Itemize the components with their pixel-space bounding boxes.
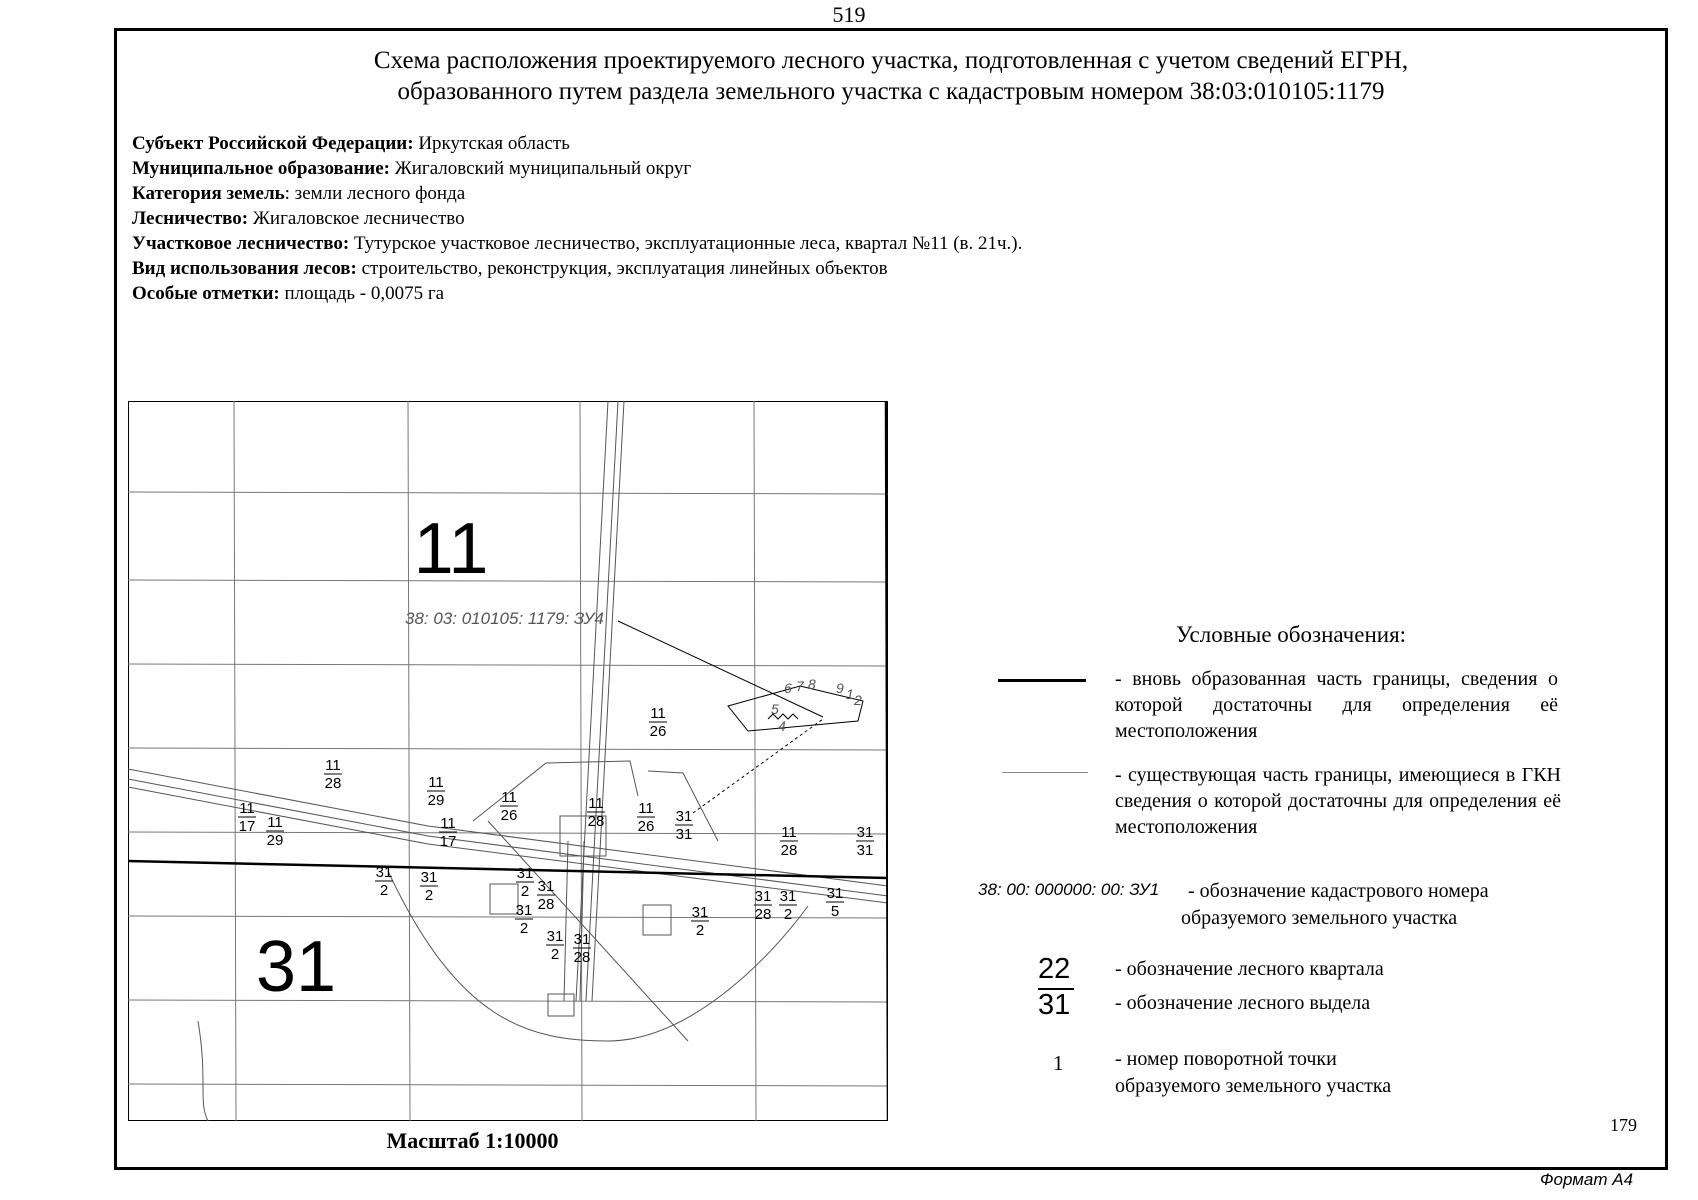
legend-quarter-text: - обозначение лесного квартала (1115, 958, 1384, 980)
vydel-number: 2 (783, 906, 793, 923)
turning-point-number: 6 (784, 680, 792, 696)
legend-vydel-text: - обозначение лесного выдела (1115, 992, 1371, 1014)
info-district-forestry-value: Тутурское участковое лесничество, эксплуатационные леса, квартал №11 (в. 21ч.). (349, 233, 1023, 254)
vydel-fraction-label (324, 757, 342, 792)
info-forestry (132, 206, 465, 231)
legend-quarter-sample: 22 (1038, 953, 1071, 985)
info-forestry-label: Лесничество: (132, 208, 249, 229)
info-land-category (132, 181, 465, 206)
vydel-quarter-number: 11 (239, 800, 255, 817)
legend-vydel-sample: 31 (1038, 989, 1071, 1021)
vydel-fraction-label (856, 824, 874, 859)
info-forest-use (132, 256, 888, 281)
info-land-category-label: Категория земель (132, 183, 285, 204)
sheet-number: 179 (1610, 1115, 1637, 1135)
vydel-quarter-number: 31 (856, 824, 874, 841)
legend-cadastral-sample: 38: 00: 000000: 00: ЗУ1 (978, 880, 1160, 899)
vydel-quarter-number: 31 (675, 808, 693, 825)
vydel-quarter-number: 31 (826, 885, 844, 902)
vydel-fraction-label (573, 931, 591, 966)
vydel-fraction-label (649, 705, 667, 740)
vydel-fraction-label (266, 814, 284, 849)
vydel-fraction-label (238, 800, 256, 835)
turning-point-number: 1 (846, 686, 854, 702)
turning-point-number: 9 (836, 680, 844, 696)
vydel-number: 26 (649, 723, 667, 740)
vydel-quarter-number: 11 (588, 795, 604, 812)
info-subject (132, 131, 570, 156)
legend-new-boundary-text: - вновь образованная часть границы, сведения о которой достаточны для определения её местоположения (1115, 668, 1558, 742)
vydel-number: 26 (637, 818, 655, 835)
vydel-quarter-number: 31 (516, 865, 534, 882)
vydel-number: 29 (427, 792, 445, 809)
vydel-number: 31 (675, 826, 693, 843)
title-line-2: образованного путем раздела земельного участка с кадастровым номером 38:03:010105:1179 (397, 78, 1385, 105)
info-special-notes-label: Особые отметки: (132, 283, 280, 304)
vydel-quarter-number: 31 (691, 904, 709, 921)
title-line-1: Схема расположения проектируемого лесного участка, подготовленная с учетом сведений ЕГРН, (373, 47, 1409, 74)
vydel-number: 28 (324, 775, 342, 792)
vydel-number: 26 (500, 807, 518, 824)
turning-point-number: 4 (778, 718, 786, 734)
info-municipality-value: Жигаловский муниципальный округ (389, 158, 692, 179)
legend-point-sample: 1 (1053, 1051, 1064, 1075)
paper-format-label: Формат А4 (1540, 1170, 1634, 1189)
page-number: 519 (832, 2, 866, 27)
vydel-quarter-number: 11 (638, 800, 654, 817)
vydel-number: 2 (424, 887, 434, 904)
vydel-number: 28 (537, 896, 555, 913)
vydel-fraction-label (675, 808, 693, 843)
turning-point-number: 7 (796, 678, 804, 694)
vydel-fraction-label (637, 800, 655, 835)
legend-existing-boundary-text: - существующая часть границы, имеющиеся в ГКН сведения о которой достаточны для определения её местоположения (1115, 764, 1561, 838)
forest-plot-map (128, 401, 888, 1121)
info-special-notes (132, 281, 444, 306)
vydel-number: 17 (238, 818, 256, 835)
vydel-quarter-number: 31 (779, 888, 797, 905)
info-district-forestry (132, 231, 1022, 256)
vydel-fraction-label (500, 789, 518, 824)
vydel-number: 28 (573, 949, 591, 966)
vydel-quarter-number: 11 (501, 789, 517, 806)
scale-label: Масштаб 1:10000 (386, 1128, 559, 1153)
vydel-number: 29 (266, 832, 284, 849)
vydel-quarter-number: 11 (428, 774, 444, 791)
vydel-number: 5 (830, 903, 840, 920)
info-forest-use-value: строительство, реконструкция, эксплуатация линейных объектов (356, 258, 888, 279)
info-subject-value: Иркутская область (413, 133, 570, 154)
legend-point-text-1: - номер поворотной точки (1115, 1048, 1337, 1070)
vydel-number: 28 (587, 813, 605, 830)
vydel-fraction-label (427, 774, 445, 809)
vydel-number: 31 (856, 842, 874, 859)
info-municipality (132, 156, 691, 181)
vydel-number: 28 (754, 906, 772, 923)
vydel-fraction-label (537, 878, 555, 913)
info-forestry-value: Жигаловское лесничество (248, 208, 465, 229)
vydel-quarter-number: 31 (573, 931, 591, 948)
vydel-number: 2 (550, 946, 560, 963)
info-district-forestry-label: Участковое лесничество: (132, 233, 350, 254)
legend-cadastral-text-1: - обозначение кадастрового номера (1188, 880, 1489, 902)
vydel-fraction-label (780, 824, 798, 859)
quarter-label-31: 31 (255, 927, 337, 1007)
info-forest-use-label: Вид использования лесов: (132, 258, 357, 279)
turning-point-number: 5 (771, 701, 779, 717)
vydel-number: 17 (439, 833, 457, 850)
vydel-quarter-number: 31 (420, 869, 438, 886)
vydel-quarter-number: 31 (515, 902, 533, 919)
vydel-quarter-number: 11 (440, 815, 456, 832)
info-municipality-label: Муниципальное образование: (132, 158, 390, 179)
vydel-fraction-label (439, 815, 457, 850)
info-subject-label: Субъект Российской Федерации: (132, 133, 414, 154)
turning-point-number: 2 (854, 692, 862, 708)
legend-title: Условные обозначения: (1176, 622, 1407, 647)
quarter-label-11: 11 (413, 509, 489, 589)
vydel-number: 28 (780, 842, 798, 859)
vydel-number: 2 (519, 920, 529, 937)
vydel-quarter-number: 31 (546, 928, 564, 945)
vydel-quarter-number: 11 (650, 705, 666, 722)
map-border (129, 402, 888, 1121)
vydel-number: 2 (379, 882, 389, 899)
vydel-quarter-number: 11 (267, 814, 283, 831)
legend-point-text-2: образуемого земельного участка (1115, 1075, 1392, 1097)
vydel-number: 2 (520, 883, 530, 900)
cadastral-number-label: 38: 03: 010105: 1179: ЗУ4 (405, 609, 604, 628)
vydel-quarter-number: 31 (754, 888, 772, 905)
info-special-notes-value: площадь - 0,0075 га (279, 283, 445, 304)
vydel-number: 2 (695, 922, 705, 939)
vydel-quarter-number: 11 (325, 757, 341, 774)
legend-cadastral-text-2: образуемого земельного участка (1181, 907, 1458, 929)
vydel-quarter-number: 31 (375, 864, 393, 881)
vydel-fraction-label (754, 888, 772, 923)
info-land-category-value: : земли лесного фонда (284, 183, 466, 204)
legend-new-boundary-line (998, 679, 1086, 682)
vydel-quarter-number: 11 (781, 824, 797, 841)
turning-point-number: 8 (808, 676, 816, 692)
vydel-quarter-number: 31 (537, 878, 555, 895)
vydel-fraction-label (587, 795, 605, 830)
legend-existing-boundary-line (1002, 772, 1088, 773)
